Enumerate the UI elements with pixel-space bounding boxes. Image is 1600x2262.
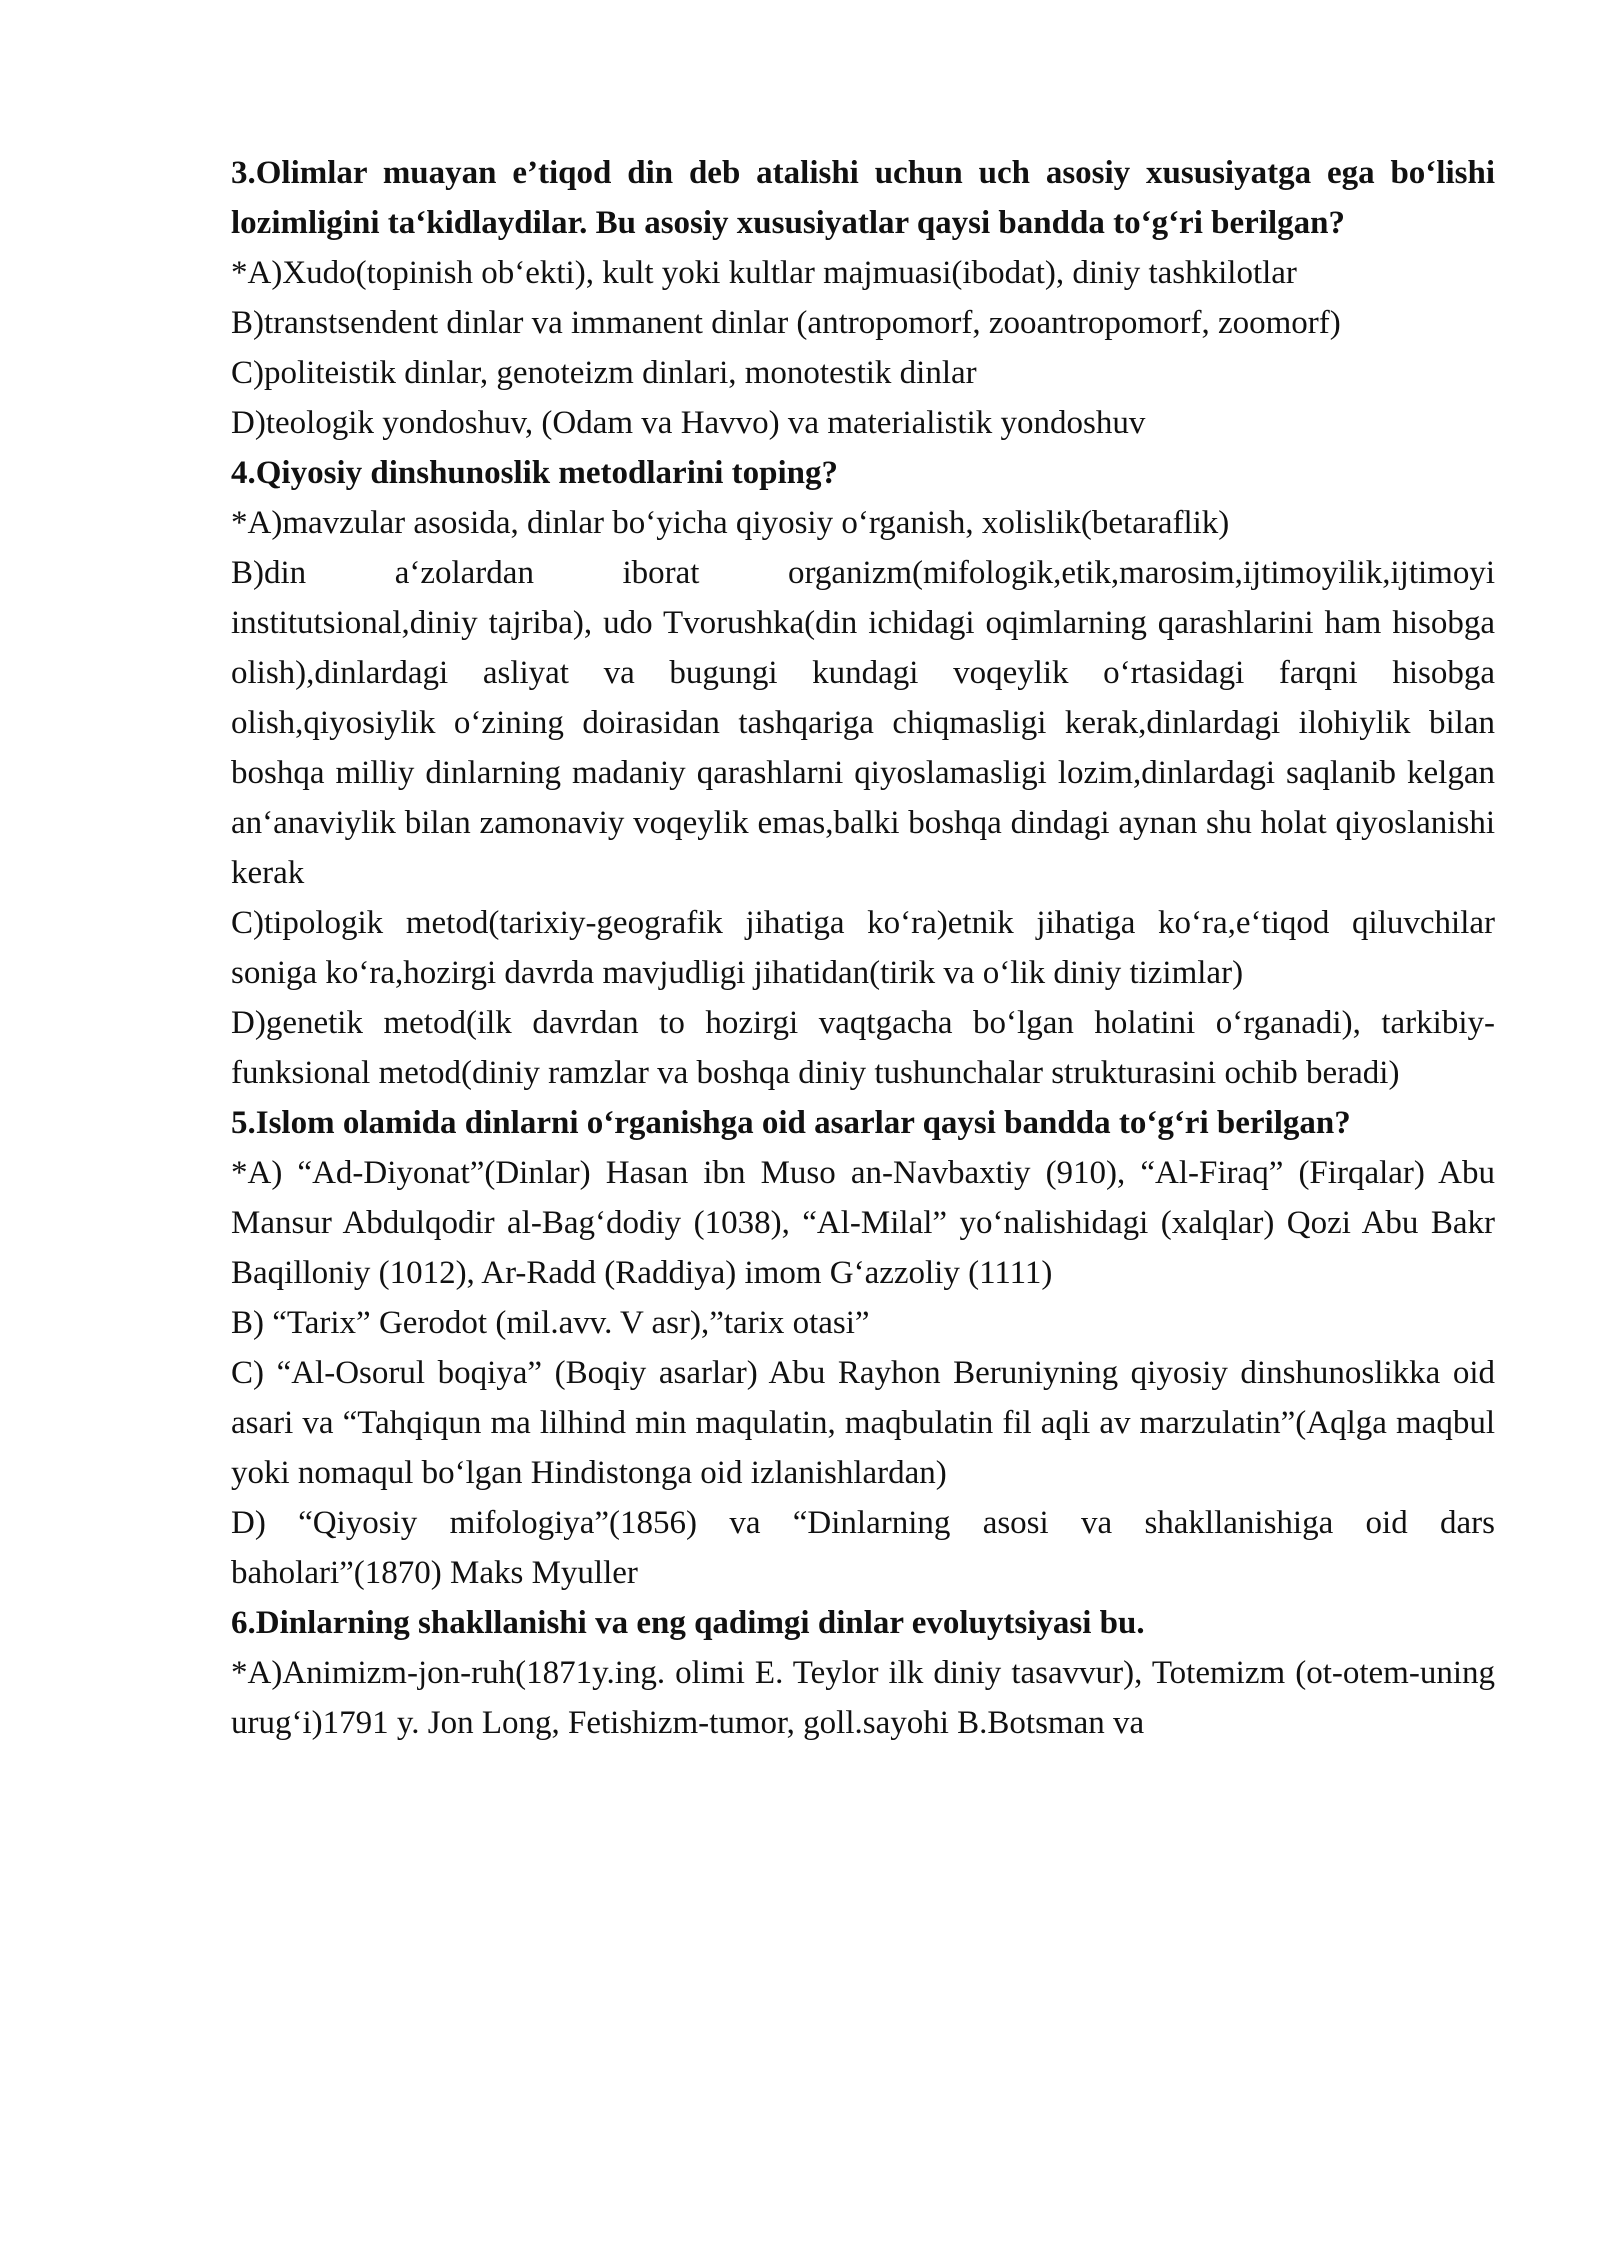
question-5-title: 5.Islom olamida dinlarni o‘rganishga oid asarlar qaysi bandda to‘g‘ri berilgan? [231, 1105, 1351, 1141]
question-4-option-a: *A)mavzular asosida, dinlar bo‘yicha qiyosiy o‘rganish, xolislik(betaraflik) [231, 505, 1230, 541]
question-3-option-b: B)transtsendent dinlar va immanent dinlar (antropomorf, zooantropomorf, zoomorf) [231, 305, 1341, 341]
question-5-option-b: B) “Tarix” Gerodot (mil.avv. V asr),”tarix otasi” [231, 1305, 870, 1341]
question-6-option-a: *A)Animizm-jon-ruh(1871y.ing. olimi E. Teylor ilk diniy tasavvur), Totemizm (ot-otem-uning urug‘i)1791 y. Jon Long, Fetishizm-tumor, goll.sayohi B.Botsman va [231, 1655, 1495, 1741]
question-5-option-c: C) “Al-Osorul boqiya” (Boqiy asarlar) Abu Rayhon Beruniyning qiyosiy dinshunoslikka oid asari va “Tahqiqun ma lilhind min maqulatin, maqbulatin fil aqli av marzulatin”(Aqlga maqbul yoki nomaqul bo‘lgan Hindistonga oid izlanishlardan) [231, 1355, 1495, 1491]
question-4-option-d: D)genetik metod(ilk davrdan to hozirgi vaqtgacha bo‘lgan holatini o‘rganadi), tarkibiy-funksional metod(diniy ramzlar va boshqa diniy tushunchalar strukturasini ochib beradi) [231, 1005, 1495, 1091]
question-3-title: 3.Olimlar muayan e’tiqod din deb atalishi uchun uch asosiy xususiyatga ega bo‘lishi lozimligini ta‘kidlaydilar. Bu asosiy xususiyatlar qaysi bandda to‘g‘ri berilgan? [231, 155, 1495, 241]
question-4-title: 4.Qiyosiy dinshunoslik metodlarini toping? [231, 455, 839, 491]
question-5-option-a: *A) “Ad-Diyonat”(Dinlar) Hasan ibn Muso an-Navbaxtiy (910), “Al-Firaq” (Firqalar) Abu Mansur Abdulqodir al-Bag‘dodiy (1038), “Al-Milal” yo‘nalishidagi (xalqlar) Qozi Abu Bakr Baqilloniy (1012), Ar-Radd (Raddiya) imom G‘azzoliy (1111) [231, 1155, 1495, 1291]
question-5-option-d: D) “Qiyosiy mifologiya”(1856) va “Dinlarning asosi va shakllanishiga oid dars baholari”(1870) Maks Myuller [231, 1505, 1495, 1591]
question-3-option-d: D)teologik yondoshuv, (Odam va Havvo) va materialistik yondoshuv [231, 405, 1146, 441]
question-6-title: 6.Dinlarning shakllanishi va eng qadimgi dinlar evoluytsiyasi bu. [231, 1605, 1145, 1641]
question-3-option-c: C)politeistik dinlar, genoteizm dinlari, monotestik dinlar [231, 355, 977, 391]
document-page [231, 148, 1495, 1748]
question-3-option-a: *A)Xudo(topinish ob‘ekti), kult yoki kultlar majmuasi(ibodat), diniy tashkilotlar [231, 255, 1297, 291]
question-4-option-c: C)tipologik metod(tarixiy-geografik jihatiga ko‘ra)etnik jihatiga ko‘ra,e‘tiqod qiluvchilar soniga ko‘ra,hozirgi davrda mavjudligi jihatidan(tirik va o‘lik diniy tizimlar) [231, 905, 1495, 991]
question-4-option-b: B)din a‘zolardan iborat organizm(mifologik,etik,marosim,ijtimoyilik,ijtimoyi institutsional,diniy tajriba), udo Tvorushka(din ichidagi oqimlarning qarashlarini ham hisobga olish),dinlardagi asliyat va bugungi kundagi voqeylik o‘rtasidagi farqni hisobga olish,qiyosiylik o‘zining doirasidan tashqariga chiqmasligi kerak,dinlardagi ilohiylik bilan boshqa milliy dinlarning madaniy qarashlarni qiyoslamasligi lozim,dinlardagi saqlanib kelgan an‘anaviylik bilan zamonaviy voqeylik emas,balki boshqa dindagi aynan shu holat qiyoslanishi kerak [231, 555, 1495, 891]
